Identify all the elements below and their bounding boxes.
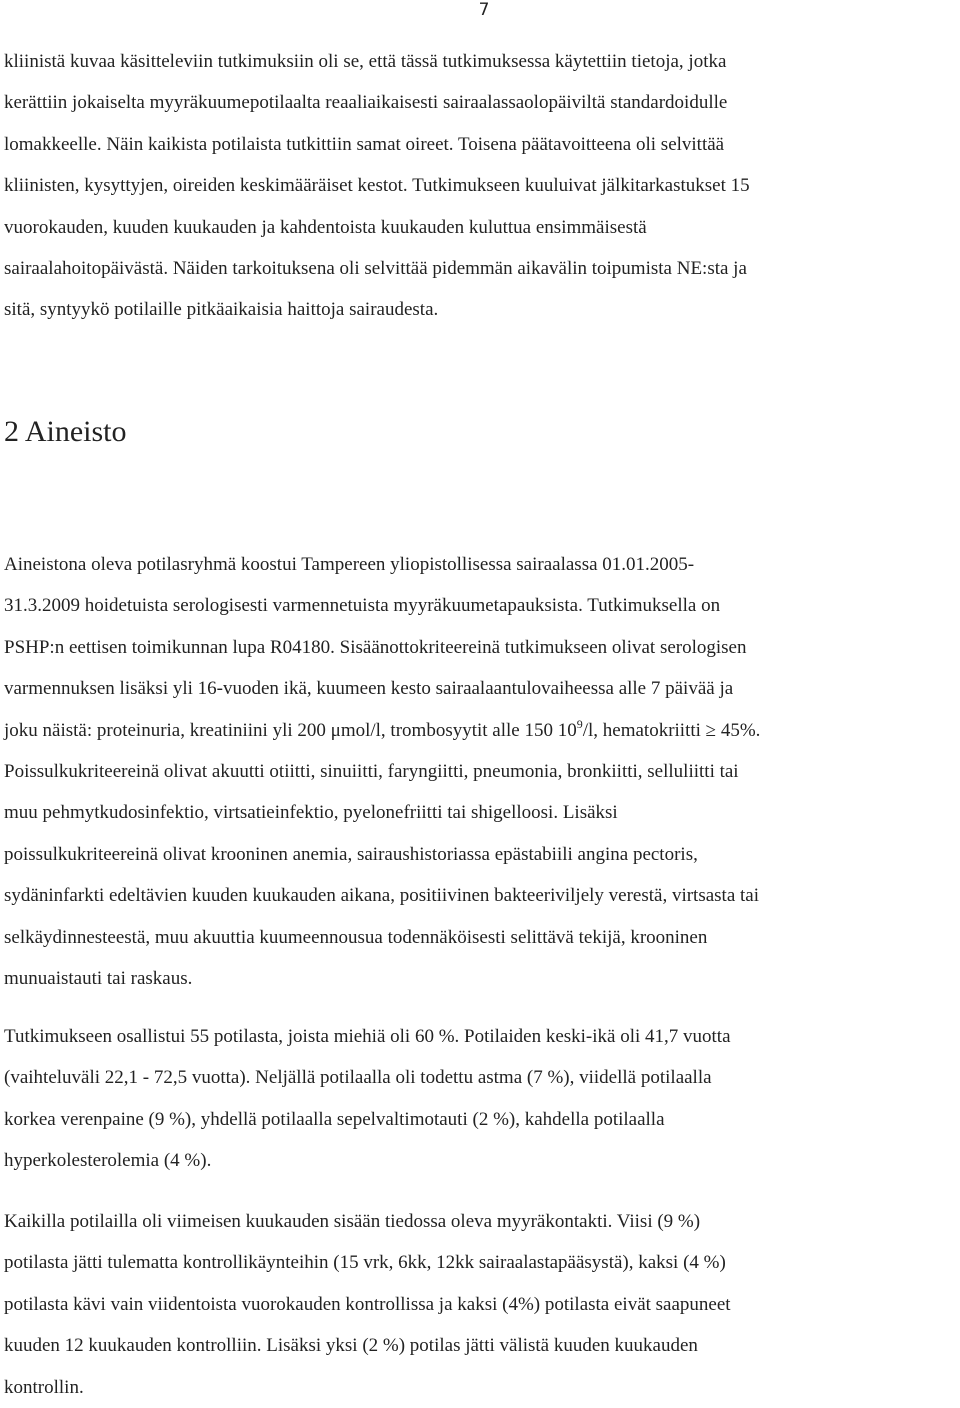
text-line: korkea verenpaine (9 %), yhdellä potilaalla sepelvaltimotauti (2 %), kahdella potilaalla <box>4 1108 665 1130</box>
text-line: Poissulkukriteereinä olivat akuutti otiitti, sinuiitti, faryngiitti, pneumonia, bronkiitti, selluliitti tai <box>4 760 739 782</box>
text-line: sairaalahoitopäivästä. Näiden tarkoituksena oli selvittää pidemmän aikavälin toipumista NE:sta ja <box>4 257 747 279</box>
text-line: sitä, syntyykö potilaille pitkäaikaisia haittoja sairaudesta. <box>4 299 439 321</box>
text-line: munuaistauti tai raskaus. <box>4 967 193 989</box>
text-line: sydäninfarkti edeltävien kuuden kuukauden aikana, positiivinen bakteeriviljely verestä, virtsasta tai <box>4 885 760 907</box>
text-line: vuorokauden, kuuden kuukauden ja kahdentoista kuukauden kuluttua ensimmäisestä <box>4 216 647 238</box>
text-line: varmennuksen lisäksi yli 16-vuoden ikä, kuumeen kesto sairaalaantulovaiheessa alle 7 päivää ja <box>4 678 734 700</box>
paragraph-participants <box>4 1016 948 1182</box>
text-line: (vaihteluväli 22,1 - 72,5 vuotta). Neljällä potilaalla oli todettu astma (7 %), viidellä potilaalla <box>4 1067 712 1089</box>
text-line: kliinistä kuvaa käsitteleviin tutkimuksiin oli se, että tässä tutkimuksessa käytettiin tietoja, jotka <box>4 51 727 72</box>
page-number: 7 <box>478 0 490 20</box>
paragraph-material <box>4 544 948 999</box>
text-line: kontrollin. <box>4 1376 84 1398</box>
text-line: poissulkukriteereinä olivat krooninen anemia, sairaushistoriassa epästabiili angina pectoris, <box>4 843 698 865</box>
text-line: potilasta kävi vain viidentoista vuorokauden kontrollissa ja kaksi (4%) potilasta eivät saapuneet <box>4 1293 731 1315</box>
text-line: PSHP:n eettisen toimikunnan lupa R04180. Sisäänottokriteereinä tutkimukseen olivat serologisen <box>4 636 747 658</box>
text-line: Tutkimukseen osallistui 55 potilasta, joista miehiä oli 60 %. Potilaiden keski-ikä oli 41,7 vuotta <box>4 1026 731 1047</box>
text-segment: joku näistä: proteinuria, kreatiniini yli 200 μmol/l, trombosyytit alle 150 10 <box>4 719 577 741</box>
superscript-exponent: 9 <box>576 716 583 731</box>
text-line-with-superscript <box>4 710 948 751</box>
text-line: 31.3.2009 hoidetuista serologisesti varmennetuista myyräkuumetapauksista. Tutkimuksella on <box>4 595 721 617</box>
text-line: kerättiin jokaiselta myyräkuumepotilaalta reaaliaikaisesti sairaalassaolopäiviltä standardoidulle <box>4 92 728 114</box>
text-line: kuuden 12 kuukauden kontrolliin. Lisäksi yksi (2 %) potilas jätti välistä kuuden kuukauden <box>4 1335 698 1357</box>
text-line: potilasta jätti tulematta kontrollikäynteihin (15 vrk, 6kk, 12kk sairaalastapääsystä), kaksi (4 %) <box>4 1252 726 1274</box>
text-line: hyperkolesterolemia (4 %). <box>4 1150 212 1172</box>
text-segment: /l, hematokriitti ≥ 45%. <box>582 719 761 741</box>
text-line: muu pehmytkudosinfektio, virtsatieinfektio, pyelonefriitti tai shigelloosi. Lisäksi <box>4 802 618 824</box>
paragraph-intro <box>4 41 948 331</box>
paragraph-contact <box>4 1201 948 1408</box>
section-heading: 2 Aineisto <box>4 415 127 448</box>
text-line: Aineistona oleva potilasryhmä koostui Tampereen yliopistollisessa sairaalassa 01.01.2005- <box>4 554 695 575</box>
text-line: lomakkeelle. Näin kaikista potilaista tutkittiin samat oireet. Toisena päätavoitteena oli selvittää <box>4 133 725 155</box>
text-line: selkäydinnesteestä, muu akuuttia kuumeennousua todennäköisesti selittävä tekijä, krooninen <box>4 926 708 948</box>
text-line: kliinisten, kysyttyjen, oireiden keskimääräiset kestot. Tutkimukseen kuuluivat jälkitarkastukset 15 <box>4 175 750 197</box>
text-line: Kaikilla potilailla oli viimeisen kuukauden sisään tiedossa oleva myyräkontakti. Viisi (9 %) <box>4 1211 701 1232</box>
